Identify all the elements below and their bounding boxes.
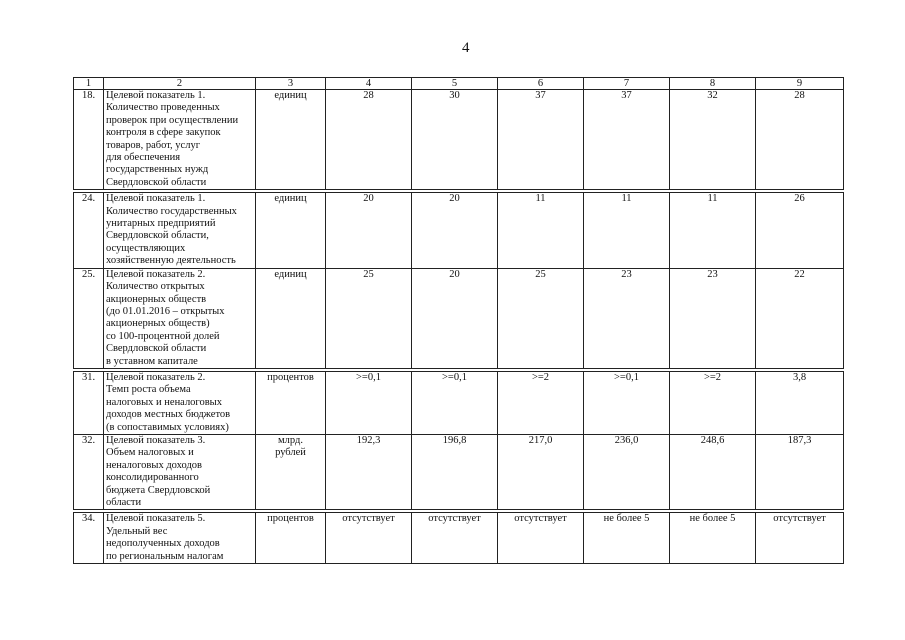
- value-cell-col-9: отсутствует: [756, 513, 844, 564]
- description-line: в уставном капитале: [106, 355, 198, 367]
- unit-cell: [256, 268, 326, 368]
- description-line: Целевой показатель 1.: [106, 90, 206, 101]
- description-line: осуществляющих: [106, 242, 186, 254]
- value-cell-col-9: 187,3: [756, 434, 844, 509]
- table-row: [74, 268, 844, 368]
- description-line: по региональным налогам: [106, 550, 224, 562]
- value-cell-col-5: 30: [412, 90, 498, 190]
- unit-line: рублей: [275, 447, 306, 459]
- description-line: консолидированного: [106, 472, 199, 484]
- page-number: 4: [462, 40, 470, 56]
- description-line: акционерных обществ): [106, 318, 210, 330]
- value-cell-col-4: 28: [326, 90, 412, 190]
- description-line: Свердловской области,: [106, 230, 209, 242]
- column-header-7: 7: [584, 78, 670, 90]
- table-row: [74, 371, 844, 434]
- value-cell-col-5: >=0,1: [412, 371, 498, 434]
- header-row: [74, 78, 844, 90]
- value-cell-col-4: >=0,1: [326, 371, 412, 434]
- value-cell-col-4: 192,3: [326, 434, 412, 509]
- description-line: Количество государственных: [106, 205, 237, 217]
- value-cell-col-8: >=2: [670, 371, 756, 434]
- description-line: проверок при осуществлении: [106, 114, 239, 126]
- description-line: Свердловской области: [106, 343, 207, 355]
- description-line: Свердловской области: [106, 176, 207, 188]
- description-line: Целевой показатель 5.: [106, 513, 206, 525]
- unit-cell: [256, 371, 326, 434]
- indicators-table: [73, 77, 844, 564]
- column-header-4: 4: [326, 78, 412, 90]
- value-cell-col-5: отсутствует: [412, 513, 498, 564]
- value-cell-col-6: 37: [498, 90, 584, 190]
- value-cell-col-7: 37: [584, 90, 670, 190]
- value-cell-col-8: 32: [670, 90, 756, 190]
- description-line: Количество проведенных: [106, 102, 220, 114]
- description-line: Целевой показатель 2.: [106, 371, 206, 383]
- description-line: Объем налоговых и: [106, 447, 194, 459]
- description-line: Целевой показатель 2.: [106, 268, 206, 280]
- column-header-5: 5: [412, 78, 498, 90]
- description-line: неналоговых доходов: [106, 459, 203, 471]
- description-line: для обеспечения: [106, 152, 181, 164]
- indicator-description: [104, 193, 256, 268]
- value-cell-col-7: >=0,1: [584, 371, 670, 434]
- value-cell-col-6: отсутствует: [498, 513, 584, 564]
- description-line: налоговых и неналоговых: [106, 396, 222, 408]
- column-header-6: 6: [498, 78, 584, 90]
- value-cell-col-8: не более 5: [670, 513, 756, 564]
- value-cell-col-8: 248,6: [670, 434, 756, 509]
- unit-cell: [256, 90, 326, 190]
- unit-line: млрд.: [278, 434, 303, 446]
- value-cell-col-9: 3,8: [756, 371, 844, 434]
- indicator-description: [104, 90, 256, 190]
- column-header-3: 3: [256, 78, 326, 90]
- description-line: недополученных доходов: [106, 538, 220, 550]
- row-number: 18.: [74, 90, 104, 190]
- value-cell-col-8: 11: [670, 193, 756, 268]
- unit-cell: [256, 434, 326, 509]
- value-cell-col-7: 23: [584, 268, 670, 368]
- unit-line: процентов: [267, 513, 314, 525]
- indicator-description: [104, 371, 256, 434]
- value-cell-col-7: 236,0: [584, 434, 670, 509]
- value-cell-col-7: 11: [584, 193, 670, 268]
- description-line: области: [106, 497, 142, 508]
- description-line: Количество открытых: [106, 281, 205, 293]
- unit-line: единиц: [274, 90, 307, 101]
- description-line: унитарных предприятий: [106, 218, 216, 230]
- value-cell-col-8: 23: [670, 268, 756, 368]
- value-cell-col-6: 11: [498, 193, 584, 268]
- table-row: [74, 434, 844, 509]
- value-cell-col-9: 22: [756, 268, 844, 368]
- indicator-description: [104, 434, 256, 509]
- table-row: [74, 193, 844, 268]
- row-number: 32.: [74, 434, 104, 509]
- table-row: [74, 90, 844, 190]
- description-line: Удельный вес: [106, 525, 168, 537]
- description-line: контроля в сфере закупок: [106, 127, 221, 139]
- description-line: доходов местных бюджетов: [106, 409, 231, 421]
- value-cell-col-7: не более 5: [584, 513, 670, 564]
- description-line: (в сопоставимых условиях): [106, 421, 229, 433]
- indicator-description: [104, 268, 256, 368]
- table-row: [74, 513, 844, 564]
- indicators-table-container: [73, 77, 844, 564]
- value-cell-col-9: 26: [756, 193, 844, 268]
- description-line: товаров, работ, услуг: [106, 139, 201, 151]
- unit-cell: [256, 193, 326, 268]
- row-number: 34.: [74, 513, 104, 564]
- description-line: акционерных обществ: [106, 293, 207, 305]
- description-line: Целевой показатель 1.: [106, 193, 206, 205]
- value-cell-col-5: 196,8: [412, 434, 498, 509]
- value-cell-col-5: 20: [412, 268, 498, 368]
- value-cell-col-6: 217,0: [498, 434, 584, 509]
- description-line: хозяйственную деятельность: [106, 255, 236, 267]
- indicator-description: [104, 513, 256, 564]
- table-body: [74, 78, 844, 564]
- unit-line: единиц: [274, 268, 307, 280]
- column-header-8: 8: [670, 78, 756, 90]
- value-cell-col-4: 20: [326, 193, 412, 268]
- description-line: Темп роста объема: [106, 384, 191, 396]
- row-number: 31.: [74, 371, 104, 434]
- unit-cell: [256, 513, 326, 564]
- unit-line: единиц: [274, 193, 307, 205]
- value-cell-col-6: 25: [498, 268, 584, 368]
- description-line: Целевой показатель 3.: [106, 434, 206, 446]
- description-line: бюджета Свердловской: [106, 484, 211, 496]
- value-cell-col-5: 20: [412, 193, 498, 268]
- value-cell-col-4: отсутствует: [326, 513, 412, 564]
- description-line: со 100-процентной долей: [106, 330, 220, 342]
- value-cell-col-6: >=2: [498, 371, 584, 434]
- column-header-1: 1: [74, 78, 104, 90]
- value-cell-col-4: 25: [326, 268, 412, 368]
- column-header-9: 9: [756, 78, 844, 90]
- column-header-2: 2: [104, 78, 256, 90]
- row-number: 24.: [74, 193, 104, 268]
- unit-line: процентов: [267, 371, 314, 383]
- value-cell-col-9: 28: [756, 90, 844, 190]
- description-line: (до 01.01.2016 – открытых: [106, 305, 225, 317]
- description-line: государственных нужд: [106, 164, 209, 176]
- row-number: 25.: [74, 268, 104, 368]
